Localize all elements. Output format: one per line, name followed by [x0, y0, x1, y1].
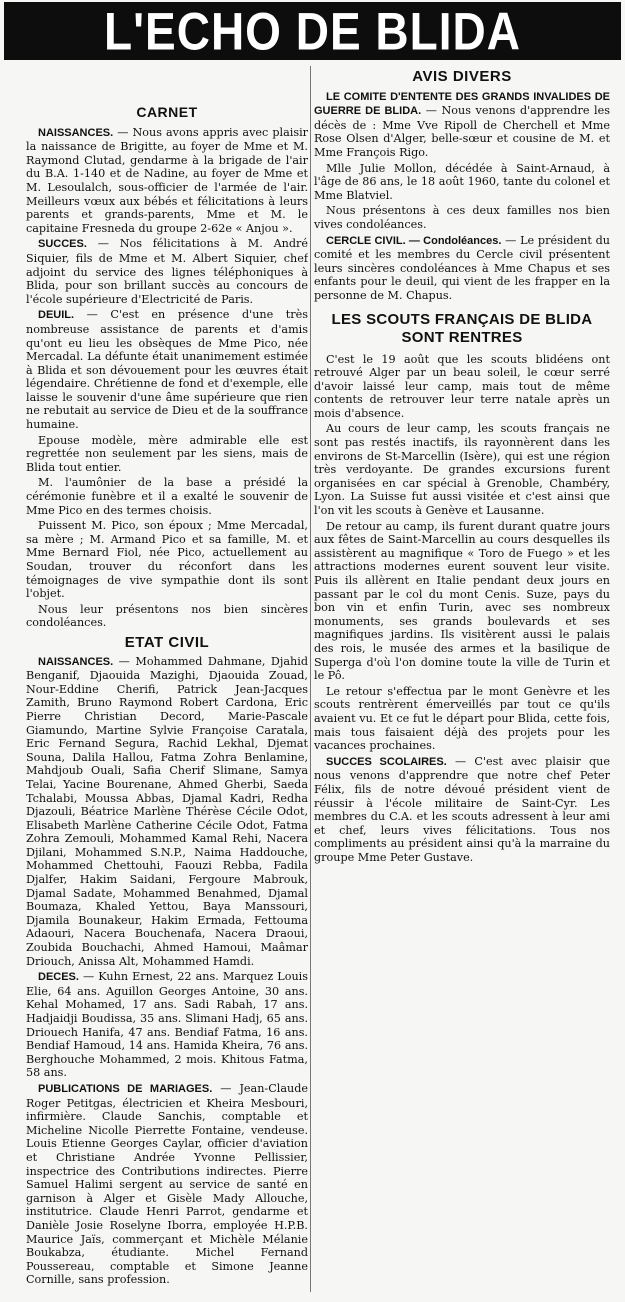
avis-comite-p2: Mlle Julie Mollon, décédée à Saint-Arnaud, à l'âge de 86 ans, le 18 août 1960, tante du colonel et Mme Blatviel.: [314, 161, 610, 202]
scouts-succes-text: — C'est avec plaisir que nous venons d'apprendre que notre chef Peter Félix, fils de notre dévoué président vient de réussir à l'école militaire de Saint-Cyr. Les membres du C.A. et les scouts adressent à leur ami et chef, leurs vives félicitations. Tous nos compliments au président ainsi qu'à la marraine du groupe Mme Peter Gustave.: [314, 754, 610, 864]
carnet-succes: [26, 237, 308, 306]
etat-civil-naissances-lead: NAISSANCES.: [38, 655, 114, 668]
right-column: [314, 64, 610, 1296]
avis-cercle-lead: CERCLE CIVIL. — Condoléances.: [326, 234, 502, 247]
scouts-p2: Au cours de leur camp, les scouts français ne sont pas restés inactifs, ils rayonnèrent dans les environs de St-Marcellin (Isère), qui est une région très verdoyante. De grandes excursions furent organisées en car spécial à Grenoble, Chambéry, Lyon. La Suisse fut aussi visitée et c'est ainsi que l'on vit les scouts à Genève et Lausanne.: [314, 422, 610, 518]
scouts-heading: LES SCOUTS FRANÇAIS DE BLIDA SONT RENTRES: [331, 310, 593, 346]
avis-divers-heading: AVIS DIVERS: [412, 68, 512, 85]
etat-civil-mariages: [26, 1082, 308, 1287]
scouts-p4: Le retour s'effectua par le mont Genèvre et les scouts rentrèrent émerveillés par tout ce qu'ils avaient vu. Et ce fut le départ pour Blida, cette fois, mais tous faisaient déjà des projets pour les vacances prochaines.: [314, 684, 610, 753]
avis-cercle-text: — Le président du comité et les membres du Cercle civil présentent leurs sincères condoléances à Mme Chapus et ses enfants pour le deuil, qui vient de les frapper en la personne de M. Chapus.: [314, 233, 610, 302]
etat-civil-heading: ETAT CIVIL: [124, 633, 210, 651]
etat-civil-naissances-text: — Mohammed Dahmane, Djahid Benganif, Djaouida Mazighi, Djaouida Zouad, Nour-Eddine Cherifi, Patrick Jean-Jacques Zamith, Bruno Raymond Robert Cardona, Eric Pierre Christian Decord, Marie-Pascale Giamundo, Martine Sylvie Françoise Caratala, Eric Fernand Segura, Rachid Lekhal, Djemat Souna, Dalila Hallou, Fatma Zohra Benlamine, Mahdjoub Ouali, Safia Cherif Slimane, Samya Telai, Yacine Bourenane, Ahmed Gherbi, Saeda Tchalabi, Moussa Abbas, Djamal Kadri, Redha Djazouli, Béatrice Marlène Thérèse Cécile Odot, Elisabeth Marlène Catherine Cécile Odot, Fatma Zohra Zemouli, Mohammed Kamal Rehi, Nacera Djilani, Mohammed S.N.P., Naima Haddouche, Mohammed Chettouhi, Faouzi Rebba, Fadila Djalfer, Hakim Saidani, Fergoure Mabrouk, Djamal Sadate, Mohammed Benahmed, Djamal Boumaza, Khaled Yettou, Baya Manssouri, Djamila Bounakeur, Hakim Ermada, Fettouma Adaouri, Nacera Bouchenafa, Nacera Draoui, Zoubida Bouchachi, Ahmed Hamoui, Maâmar Driouch, Anissa Alt, Mohammed Hamdi.: [26, 654, 308, 968]
carnet-naissances: [26, 126, 308, 236]
masthead-title: L'ECHO DE BLIDA: [104, 1, 521, 61]
avis-comite-text: — Nous venons d'apprendre les décès de : Mme Vve Ripoll de Cherchell et Mme Rose Olsen d'Alger, belle-sœur et cousine de M. et Mme François Rigo.: [314, 104, 610, 159]
carnet-deuil: [26, 308, 308, 431]
avis-comite: [314, 90, 610, 160]
carnet-heading: CARNET: [136, 104, 198, 120]
left-column: [26, 64, 308, 1296]
avis-comite-lead: LE COMITE D'ENTENTE DES GRANDS INVALIDES DE GUERRE DE BLIDA.: [314, 90, 610, 118]
column-divider: [310, 66, 311, 1292]
carnet-succes-text: — Nos félicitations à M. André Siquier, fils de Mme et M. Albert Siquier, chef adjoint du service des lignes téléphoniques à Blida, pour son brillant succès au concours de l'école supérieure d'Electricité de Paris.: [26, 237, 308, 306]
scouts-p1: C'est le 19 août que les scouts blidéens ont retrouvé Alger par un beau soleil, le cœur serré d'avoir laissé leur camp, mais tout de même contents de retrouver leur terre natale après un mois d'absence.: [314, 352, 610, 420]
etat-civil-deces: [26, 970, 308, 1080]
masthead: [4, 2, 621, 60]
etat-civil-mariages-text: — Jean-Claude Roger Petitgas, électricien et Kheira Mesbouri, infirmière. Claude Sanchis, comptable et Micheline Nicolle Pierrette Fontaine, vendeuse. Louis Etienne Georges Caylar, officier d'aviation et Christiane Andrée Yvonne Pellissier, inspectrice des Contributions indirectes. Pierre Samuel Halimi sergent au service de santé en garnison à Alger et Gisèle Mady Allouche, institutrice. Claude Henri Parrot, gendarme et Danièle Josie Roselyne Iborra, employée H.P.B. Maurice Jaïs, commerçant et Michèle Mélanie Boukabza, étudiante. Michel Fernand Poussereau, comptable et Simone Jeanne Cornille, sans profession.: [26, 1081, 308, 1287]
carnet-naissances-lead: NAISSANCES.: [38, 126, 114, 139]
carnet-deuil-text: — C'est en présence d'une très nombreuse assistance de parents et d'amis qu'ont eu lieu les obsèques de Mme Pico, née Mercadal. La défunte était unanimement estimée à Blida et son dévouement pour les œuvres était légendaire. Chrétienne de fond et d'exemple, elle laisse le souvenir d'une âme supérieure que rien ne rebutait au service de Dieu et de la souffrance humaine.: [26, 308, 308, 432]
carnet-naissances-text: — Nous avons appris avec plaisir la naissance de Brigitte, au foyer de Mme et M. Raymond Clutad, gendarme à la brigade de l'air du B.A. 1-140 et de Nadine, au foyer de Mme et M. Lesoulalch, sous-officier de l'armée de l'air. Meilleurs vœux aux bébés et félicitations à leurs parents et grands-parents, Mme et M. le capitaine Fresneda du groupe 2-62e « Anjou ».: [26, 125, 308, 235]
carnet-deuil-p5: Nous leur présentons nos bien sincères condoléances.: [26, 602, 308, 630]
etat-civil-mariages-lead: PUBLICATIONS DE MARIAGES.: [38, 1082, 213, 1095]
scouts-succes-lead: SUCCES SCOLAIRES.: [326, 755, 447, 768]
carnet-deuil-lead: DEUIL.: [38, 309, 75, 322]
etat-civil-deces-lead: DECES.: [38, 971, 79, 984]
etat-civil-naissances: [26, 655, 308, 969]
etat-civil-deces-text: — Kuhn Ernest, 22 ans. Marquez Louis Elie, 64 ans. Aguillon Georges Antoine, 30 ans. Kehal Mohamed, 17 ans. Sadi Rabah, 17 ans. Hadjaidji Boudissa, 35 ans. Slimani Hadj, 65 ans. Driouech Hanifa, 47 ans. Bendiaf Fatma, 16 ans. Bendiaf Hamoud, 14 ans. Hamida Kheira, 76 ans. Berghouche Mohammed, 2 mois. Khitous Fatma, 58 ans.: [26, 970, 308, 1080]
avis-comite-p3: Nous présentons à ces deux familles nos bien vives condoléances.: [314, 204, 610, 231]
avis-cercle: [314, 234, 610, 303]
scouts-succes: [314, 755, 610, 865]
carnet-deuil-p2: Epouse modèle, mère admirable elle est regrettée non seulement par les siens, mais de Blida tout entier.: [26, 433, 308, 474]
carnet-deuil-p3: M. l'aumônier de la base a présidé la cérémonie funèbre et il a exalté le souvenir de Mme Pico en des termes choisis.: [26, 476, 308, 517]
carnet-succes-lead: SUCCES.: [38, 238, 87, 251]
carnet-deuil-p4: Puissent M. Pico, son époux ; Mme Mercadal, sa mère ; M. Armand Pico et sa famille, M. et Mme Bernard Fiol, née Pico, actuellement au Soudan, trouver du réconfort dans les témoignages de vive sympathie dont ils sont l'objet.: [26, 519, 308, 601]
scouts-p3: De retour au camp, ils furent durant quatre jours aux fêtes de Saint-Marcellin au cours desquelles ils assistèrent au magnifique « Toro de Fuego » et les attractions modernes eurent souvent leur visite. Puis ils allèrent en Italie pendant deux jours en passant par le col du mont Cenis. Suze, pays du bon vin et enfin Turin, avec ses nombreux monuments, ses grands boulevards et ses magnifiques jardins. Ils visitèrent aussi le palais des rois, le musée des armes et la basilique de Superga d'où l'on domine toute la ville de Turin et le Pô.: [314, 519, 610, 683]
